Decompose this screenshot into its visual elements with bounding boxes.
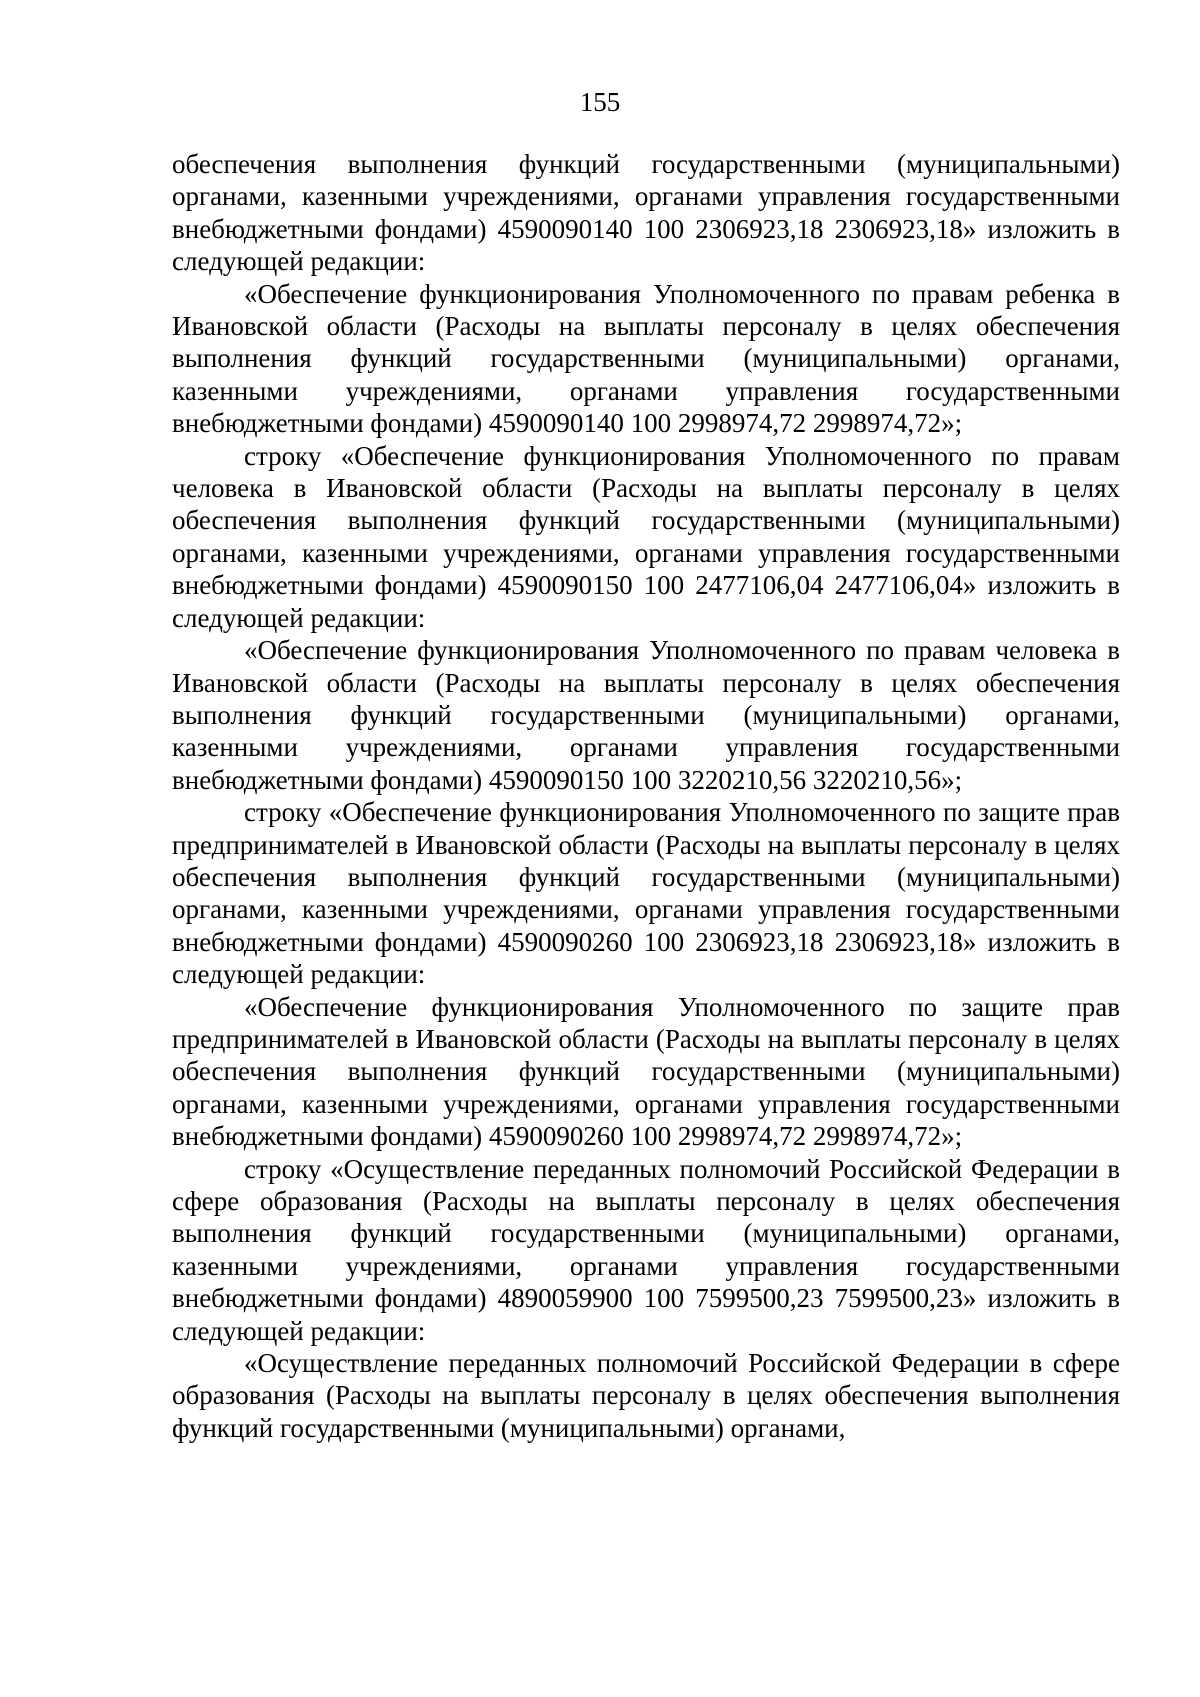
paragraph-4: «Обеспечение функционирования Уполномоченного по правам человека в Ивановской области (Расходы на выплаты персоналу в целях обеспечения выполнения функций государственными (муниципальными) органами, казенными учреждениями, органами управления государственными внебюджетными фондами) 4590090150 100 3220210,56 3220210,56»;	[172, 635, 1120, 795]
paragraph-8: «Осуществление переданных полномочий Российской Федерации в сфере образования (Расходы на выплаты персоналу в целях обеспечения выполнения функций государственными (муниципальными) органами,	[172, 1348, 1120, 1443]
paragraph-6: «Обеспечение функционирования Уполномоченного по защите прав предпринимателей в Ивановской области (Расходы на выплаты персоналу в целях обеспечения выполнения функций государственными (муниципальными) органами, казенными учреждениями, органами управления государственными внебюджетными фондами) 4590090260 100 2998974,72 2998974,72»;	[172, 991, 1120, 1152]
paragraph-1: обеспечения выполнения функций государственными (муниципальными) органами, казенными учреждениями, органами управления государственными внебюджетными фондами) 4590090140 100 2306923,18 2306923,18» изложить в следующей редакции:	[172, 149, 1120, 277]
page-number: 155	[579, 87, 621, 117]
paragraph-2: «Обеспечение функционирования Уполномоченного по правам ребенка в Ивановской области (Расходы на выплаты персоналу в целях обеспечения выполнения функций государственными (муниципальными) органами, казенными учреждениями, органами управления государственными внебюджетными фондами) 4590090140 100 2998974,72 2998974,72»;	[172, 278, 1120, 439]
document-body	[172, 148, 1120, 1444]
paragraph-5: строку «Обеспечение функционирования Уполномоченного по защите прав предпринимателей в Ивановской области (Расходы на выплаты персоналу в целях обеспечения выполнения функций государственными (муниципальными) органами, казенными учреждениями, органами управления государственными внебюджетными фондами) 4590090260 100 2306923,18 2306923,18» изложить в следующей редакции:	[172, 797, 1120, 990]
paragraph-3: строку «Обеспечение функционирования Уполномоченного по правам человека в Ивановской области (Расходы на выплаты персоналу в целях обеспечения выполнения функций государственными (муниципальными) органами, казенными учреждениями, органами управления государственными внебюджетными фондами) 4590090150 100 2477106,04 2477106,04» изложить в следующей редакции:	[172, 440, 1120, 633]
paragraph-7: строку «Осуществление переданных полномочий Российской Федерации в сфере образования (Расходы на выплаты персоналу в целях обеспечения выполнения функций государственными (муниципальными) органами, казенными учреждениями, органами управления государственными внебюджетными фондами) 4890059900 100 7599500,23 7599500,23» изложить в следующей редакции:	[172, 1153, 1120, 1346]
